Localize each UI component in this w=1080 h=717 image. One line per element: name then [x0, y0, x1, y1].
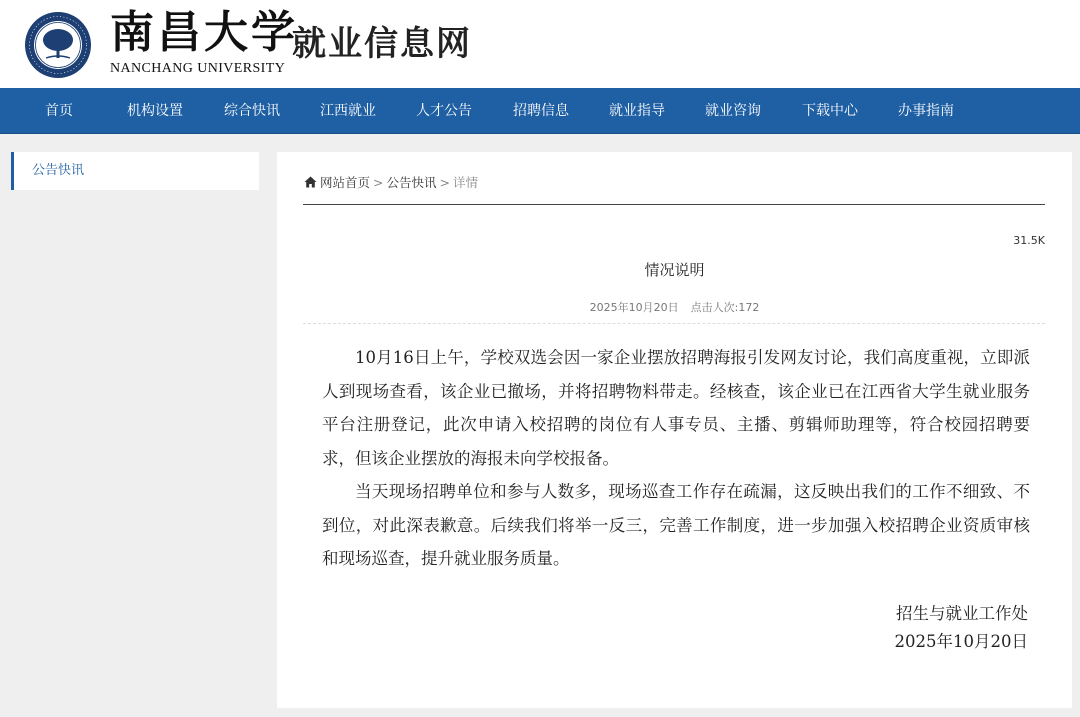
- breadcrumb-separator: >: [373, 175, 384, 190]
- nav-item-talent-notices[interactable]: 人才公告: [416, 103, 472, 119]
- sidebar-item-announcements[interactable]: 公告快讯: [32, 163, 85, 178]
- site-name: 就业信息网: [292, 24, 472, 64]
- sidebar: [11, 152, 259, 190]
- nav-item-consulting[interactable]: 就业咨询: [705, 103, 761, 119]
- publish-date: 2025年10月20日: [589, 301, 679, 314]
- breadcrumb-divider: [303, 204, 1045, 205]
- article-body: [322, 341, 1030, 576]
- article-panel: [277, 152, 1072, 708]
- nav-item-jiangxi-jobs[interactable]: 江西就业: [320, 103, 376, 119]
- article-paragraph: 10月16日上午，学校双选会因一家企业摆放招聘海报引发网友讨论，我们高度重视，立即派人到现场查看，该企业已撤场，并将招聘物料带走。经核查，该企业已在江西省大学生就业服务平台注册登记，此次申请入校招聘的岗位有人事专员、主播、剪辑师助理等，符合校园招聘要求，但该企业摆放的海报未向学校报备。: [322, 348, 1030, 468]
- signature-organization: 招生与就业工作处: [896, 604, 1028, 623]
- nav-item-home[interactable]: 首页: [45, 103, 73, 119]
- breadcrumb-current: 详情: [453, 175, 479, 190]
- breadcrumb: [304, 174, 478, 192]
- main-nav: [0, 88, 1080, 134]
- signature-date: 2025年10月20日: [894, 632, 1028, 651]
- nav-item-service-guide[interactable]: 办事指南: [898, 103, 954, 119]
- nav-item-organization[interactable]: 机构设置: [127, 103, 183, 119]
- nav-item-downloads[interactable]: 下载中心: [802, 103, 858, 119]
- breadcrumb-section-link[interactable]: 公告快讯: [386, 175, 437, 190]
- logo-wordmark-chinese: 南昌大学: [110, 7, 298, 58]
- logo-wordmark-english: NANCHANG UNIVERSITY: [110, 61, 286, 76]
- article-meta: [277, 299, 1072, 315]
- home-icon: [304, 176, 317, 188]
- article-paragraph: 当天现场招聘单位和参与人数多，现场巡查工作存在疏漏，这反映出我们的工作不细致、不到位，对此深表歉意。后续我们将举一反三，完善工作制度，进一步加强入校招聘企业资质审核和现场巡查，提升就业服务质量。: [322, 482, 1030, 568]
- view-count: 31.5K: [1013, 234, 1045, 247]
- click-count: 点击人次:172: [690, 301, 760, 314]
- breadcrumb-separator: >: [439, 175, 450, 190]
- nav-item-recruitment[interactable]: 招聘信息: [513, 103, 569, 119]
- nav-item-guidance[interactable]: 就业指导: [609, 103, 665, 119]
- article-signature: [895, 600, 1028, 656]
- meta-divider: [303, 323, 1045, 324]
- university-seal-icon[interactable]: [24, 11, 92, 79]
- nav-item-news[interactable]: 综合快讯: [224, 103, 280, 119]
- site-header: [0, 0, 1080, 88]
- breadcrumb-home-link[interactable]: 网站首页: [320, 175, 371, 190]
- article-title: 情况说明: [644, 261, 705, 279]
